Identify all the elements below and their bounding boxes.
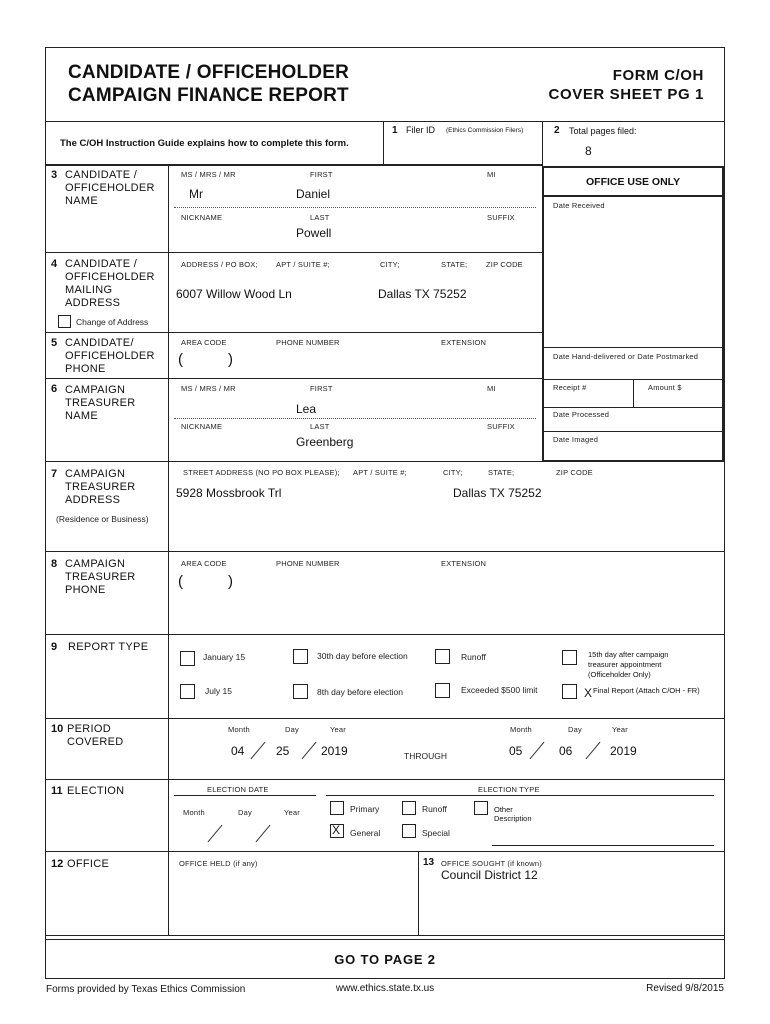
area-code-paren-open: ( bbox=[178, 351, 183, 368]
date-imaged-label: Date Imaged bbox=[553, 435, 599, 444]
date-processed-label: Date Processed bbox=[553, 410, 610, 419]
other-description-line bbox=[492, 845, 714, 846]
footer-left: Forms provided by Texas Ethics Commission bbox=[46, 984, 246, 995]
section-5-label-2: OFFICEHOLDER bbox=[65, 350, 155, 362]
treasurer-apt-label: APT / SUITE #; bbox=[353, 468, 407, 477]
period-to-year-field[interactable]: 2019 bbox=[610, 744, 637, 758]
section-4-label-4: ADDRESS bbox=[65, 297, 121, 309]
divider bbox=[45, 851, 725, 852]
date-hand-delivered-label: Date Hand-delivered or Date Postmarked bbox=[553, 352, 699, 361]
election-type-label: ELECTION TYPE bbox=[478, 785, 540, 794]
change-of-address-checkbox[interactable] bbox=[58, 315, 71, 328]
period-from-day-field[interactable]: 25 bbox=[276, 744, 290, 758]
final-report-mark: X bbox=[584, 686, 593, 700]
footer-website[interactable]: www.ethics.state.tx.us bbox=[335, 983, 435, 994]
other-label-1: Other bbox=[494, 805, 513, 814]
area-code-label: AREA CODE bbox=[181, 338, 227, 347]
section-7-number: 7 bbox=[51, 468, 58, 480]
divider bbox=[633, 379, 634, 407]
thirty-day-label: 30th day before election bbox=[317, 651, 408, 661]
treasurer-first-label: FIRST bbox=[310, 384, 333, 393]
form-id: FORM C/OH bbox=[612, 67, 704, 84]
treasurer-area-paren-open: ( bbox=[178, 573, 183, 590]
divider bbox=[542, 347, 724, 348]
candidate-first-field[interactable]: Daniel bbox=[296, 187, 331, 201]
section-11-label: ELECTION bbox=[67, 785, 125, 797]
divider bbox=[383, 121, 384, 166]
divider bbox=[45, 634, 725, 635]
office-held-label: OFFICE HELD (if any) bbox=[179, 859, 258, 868]
general-mark: X bbox=[332, 823, 341, 837]
thirty-day-checkbox[interactable] bbox=[293, 649, 308, 664]
through-label: THROUGH bbox=[404, 751, 447, 761]
candidate-mi-label: MI bbox=[487, 170, 496, 179]
special-label: Special bbox=[422, 828, 450, 838]
area-code-paren-close: ) bbox=[228, 351, 233, 368]
fifteenth-day-checkbox[interactable] bbox=[562, 650, 577, 665]
election-type-rule bbox=[326, 795, 714, 796]
section-5-label-1: CANDIDATE/ bbox=[65, 337, 134, 349]
section-4-number: 4 bbox=[51, 258, 58, 270]
divider bbox=[542, 195, 724, 197]
treasurer-last-field[interactable]: Greenberg bbox=[296, 435, 354, 449]
go-to-page-2: GO TO PAGE 2 bbox=[334, 952, 436, 967]
general-label: General bbox=[350, 828, 381, 838]
section-12-number: 12 bbox=[51, 858, 64, 870]
primary-checkbox[interactable] bbox=[330, 801, 344, 815]
treasurer-first-field[interactable]: Lea bbox=[296, 402, 317, 416]
candidate-first-label: FIRST bbox=[310, 170, 333, 179]
primary-label: Primary bbox=[350, 804, 380, 814]
section-8-label-3: PHONE bbox=[65, 584, 106, 596]
treasurer-area-paren-close: ) bbox=[228, 573, 233, 590]
section-6-label-1: CAMPAIGN bbox=[65, 384, 126, 396]
candidate-suffix-label: SUFFIX bbox=[487, 213, 515, 222]
change-of-address-label: Change of Address bbox=[76, 317, 149, 327]
divider bbox=[542, 407, 724, 408]
form-title-line2: CAMPAIGN FINANCE REPORT bbox=[68, 85, 349, 106]
treasurer-phone-number-label: PHONE NUMBER bbox=[276, 559, 340, 568]
divider bbox=[45, 164, 542, 166]
section-8-number: 8 bbox=[51, 558, 58, 570]
period-to-day-label: Day bbox=[568, 725, 582, 734]
other-checkbox[interactable] bbox=[474, 801, 488, 815]
candidate-address-field[interactable]: 6007 Willow Wood Ln bbox=[176, 287, 292, 301]
street-address-label: STREET ADDRESS (NO PO BOX PLEASE); bbox=[183, 468, 340, 477]
section-3-label-3: NAME bbox=[65, 195, 98, 207]
divider bbox=[45, 718, 725, 719]
election-month-label: Month bbox=[183, 808, 205, 817]
cover-sheet-label: COVER SHEET PG 1 bbox=[548, 86, 704, 103]
treasurer-zip-label: ZIP CODE bbox=[556, 468, 593, 477]
city-label: CITY; bbox=[380, 260, 400, 269]
section-5-number: 5 bbox=[51, 337, 58, 349]
period-from-month-label: Month bbox=[228, 725, 250, 734]
dotted-separator bbox=[174, 207, 536, 208]
treasurer-area-code-label: AREA CODE bbox=[181, 559, 227, 568]
divider bbox=[45, 461, 725, 462]
candidate-prefix-field[interactable]: Mr bbox=[189, 187, 203, 201]
section-8-label-1: CAMPAIGN bbox=[65, 558, 126, 570]
extension-label: EXTENSION bbox=[441, 338, 487, 347]
candidate-nickname-label: NICKNAME bbox=[181, 213, 223, 222]
filer-id-number: 1 bbox=[392, 125, 398, 136]
section-10-label-1: PERIOD bbox=[67, 723, 111, 735]
exceeded-limit-label: Exceeded $500 limit bbox=[461, 685, 538, 695]
divider bbox=[45, 935, 725, 936]
fifteenth-day-label-3: (Officeholder Only) bbox=[588, 670, 651, 679]
treasurer-suffix-label: SUFFIX bbox=[487, 422, 515, 431]
section-4-label-3: MAILING bbox=[65, 284, 113, 296]
section-13-number: 13 bbox=[423, 857, 435, 868]
divider bbox=[45, 252, 542, 253]
final-report-checkbox[interactable] bbox=[562, 684, 577, 699]
section-9-number: 9 bbox=[51, 641, 58, 653]
section-3-number: 3 bbox=[51, 169, 58, 181]
divider bbox=[45, 121, 725, 122]
period-to-day-field[interactable]: 06 bbox=[559, 744, 573, 758]
state-label: STATE; bbox=[441, 260, 468, 269]
period-from-day-label: Day bbox=[285, 725, 299, 734]
candidate-last-label: LAST bbox=[310, 213, 330, 222]
section-4-label-2: OFFICEHOLDER bbox=[65, 271, 155, 283]
instruction-text: The C/OH Instruction Guide explains how to complete this form. bbox=[60, 138, 349, 149]
period-from-month-field[interactable]: 04 bbox=[231, 744, 245, 758]
treasurer-extension-label: EXTENSION bbox=[441, 559, 487, 568]
total-pages-label: Total pages filed: bbox=[569, 126, 637, 136]
total-pages-number: 2 bbox=[554, 125, 560, 136]
section-9-label: REPORT TYPE bbox=[68, 641, 149, 653]
treasurer-city-label: CITY; bbox=[443, 468, 463, 477]
apt-label: APT / SUITE #; bbox=[276, 260, 330, 269]
divider bbox=[45, 378, 542, 379]
divider bbox=[542, 431, 724, 432]
dotted-separator bbox=[174, 418, 536, 419]
section-7-label-3: ADDRESS bbox=[65, 494, 121, 506]
section-11-number: 11 bbox=[51, 785, 63, 797]
election-year-label: Year bbox=[284, 808, 300, 817]
zip-label: ZIP CODE bbox=[486, 260, 523, 269]
january-15-label: January 15 bbox=[203, 652, 246, 662]
election-date-label: ELECTION DATE bbox=[207, 785, 269, 794]
section-6-label-2: TREASURER bbox=[65, 397, 136, 409]
treasurer-last-label: LAST bbox=[310, 422, 330, 431]
runoff-report-label: Runoff bbox=[461, 652, 486, 662]
label-column-divider bbox=[168, 164, 169, 935]
candidate-city-state-zip-field[interactable]: Dallas TX 75252 bbox=[378, 287, 467, 301]
address-label: ADDRESS / PO BOX; bbox=[181, 260, 258, 269]
office-use-title: OFFICE USE ONLY bbox=[586, 176, 681, 188]
section-12-label: OFFICE bbox=[67, 858, 110, 870]
receipt-label: Receipt # bbox=[553, 383, 587, 392]
office-sought-field[interactable]: Council District 12 bbox=[441, 868, 538, 882]
section-6-number: 6 bbox=[51, 383, 58, 395]
election-runoff-label: Runoff bbox=[422, 804, 447, 814]
candidate-last-field[interactable]: Powell bbox=[296, 226, 332, 240]
section-5-label-3: PHONE bbox=[65, 363, 106, 375]
office-sought-label: OFFICE SOUGHT (if known) bbox=[441, 859, 542, 868]
treasurer-nickname-label: NICKNAME bbox=[181, 422, 223, 431]
treasurer-state-label: STATE; bbox=[488, 468, 515, 477]
final-report-label: Final Report (Attach C/OH - FR) bbox=[593, 686, 700, 695]
section-3-label-1: CANDIDATE / bbox=[65, 169, 138, 181]
phone-number-label: PHONE NUMBER bbox=[276, 338, 340, 347]
section-8-label-2: TREASURER bbox=[65, 571, 136, 583]
section-6-label-3: NAME bbox=[65, 410, 98, 422]
special-checkbox[interactable] bbox=[402, 824, 416, 838]
july-15-checkbox[interactable] bbox=[180, 684, 195, 699]
section-7-label-2: TREASURER bbox=[65, 481, 136, 493]
treasurer-mi-label: MI bbox=[487, 384, 496, 393]
runoff-report-checkbox[interactable] bbox=[435, 649, 450, 664]
section-3-label-2: OFFICEHOLDER bbox=[65, 182, 155, 194]
eighth-day-checkbox[interactable] bbox=[293, 684, 308, 699]
election-date-rule bbox=[174, 795, 316, 796]
fifteenth-day-label-2: treasurer appointment bbox=[588, 660, 662, 669]
total-pages-field[interactable]: 8 bbox=[585, 144, 592, 158]
section-4-label-1: CANDIDATE / bbox=[65, 258, 138, 270]
january-15-checkbox[interactable] bbox=[180, 651, 195, 666]
filer-id-note: (Ethics Commission Filers) bbox=[446, 127, 524, 134]
section-10-label-2: COVERED bbox=[67, 736, 124, 748]
divider bbox=[45, 332, 542, 333]
treasurer-street-field[interactable]: 5928 Mossbrook Trl bbox=[176, 486, 282, 500]
period-from-year-field[interactable]: 2019 bbox=[321, 744, 348, 758]
divider bbox=[542, 121, 543, 166]
amount-label: Amount $ bbox=[648, 383, 682, 392]
residence-or-business-label: (Residence or Business) bbox=[56, 514, 149, 524]
divider bbox=[418, 851, 419, 935]
eighth-day-label: 8th day before election bbox=[317, 687, 404, 697]
divider bbox=[45, 779, 725, 780]
divider bbox=[45, 551, 725, 552]
period-to-month-field[interactable]: 05 bbox=[509, 744, 523, 758]
section-7-label-1: CAMPAIGN bbox=[65, 468, 126, 480]
divider bbox=[45, 939, 725, 940]
period-to-month-label: Month bbox=[510, 725, 532, 734]
date-received-label: Date Received bbox=[553, 201, 605, 210]
other-label-2: Description bbox=[494, 814, 532, 823]
fifteenth-day-label-1: 15th day after campaign bbox=[588, 650, 669, 659]
period-to-year-label: Year bbox=[612, 725, 628, 734]
election-runoff-checkbox[interactable] bbox=[402, 801, 416, 815]
period-from-year-label: Year bbox=[330, 725, 346, 734]
treasurer-prefix-label: MS / MRS / MR bbox=[181, 384, 236, 393]
election-day-label: Day bbox=[238, 808, 252, 817]
filer-id-label: Filer ID bbox=[406, 125, 435, 135]
treasurer-city-state-zip-field[interactable]: Dallas TX 75252 bbox=[453, 486, 542, 500]
exceeded-limit-checkbox[interactable] bbox=[435, 683, 450, 698]
july-15-label: July 15 bbox=[205, 686, 232, 696]
candidate-prefix-label: MS / MRS / MR bbox=[181, 170, 236, 179]
footer-revised: Revised 9/8/2015 bbox=[646, 983, 724, 994]
section-10-number: 10 bbox=[51, 723, 64, 735]
form-title-line1: CANDIDATE / OFFICEHOLDER bbox=[68, 62, 349, 83]
